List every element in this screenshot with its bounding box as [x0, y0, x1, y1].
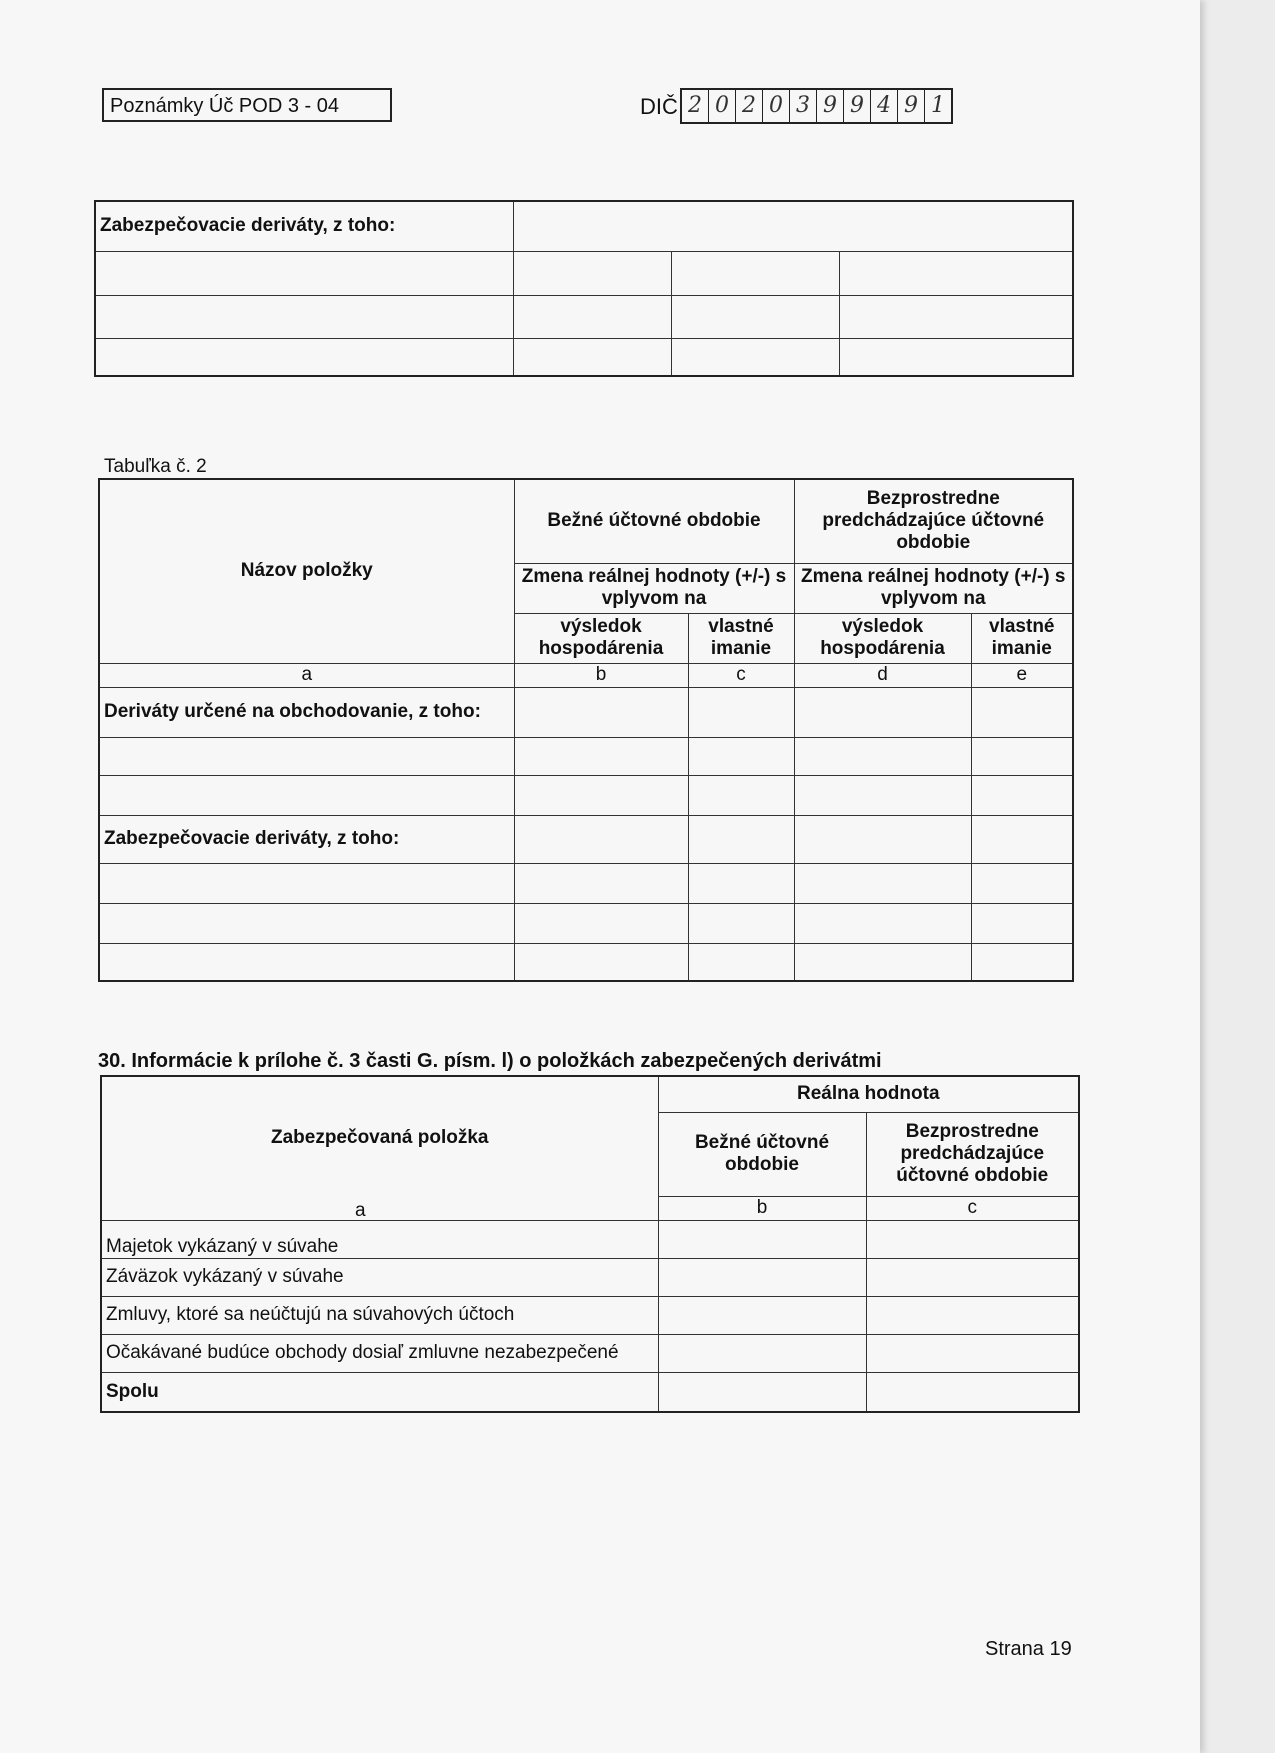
page-number: Strana 19	[985, 1638, 1072, 1660]
col-letter-b: b	[658, 1196, 866, 1220]
table-cell[interactable]	[95, 295, 513, 338]
col-header-previous: Bezprostredne predchádzajúce účtovné obdobie	[794, 479, 1073, 563]
col-letter-c: c	[866, 1196, 1079, 1220]
table-cell[interactable]	[794, 943, 971, 981]
row-trading-label: Deriváty určené na obchodovanie, z toho:	[99, 687, 514, 737]
col-header-result: výsledok hospodárenia	[514, 613, 688, 663]
col-header-equity: vlastné imanie	[971, 613, 1073, 663]
table-cell[interactable]	[688, 815, 794, 863]
table-cell[interactable]	[514, 775, 688, 815]
form-title-box	[102, 88, 392, 122]
col-letter-c: c	[688, 663, 794, 687]
table-cell[interactable]	[971, 815, 1073, 863]
row-label: Zmluvy, ktoré sa neúčtujú na súvahových účtoch	[101, 1296, 658, 1334]
table-cell[interactable]	[513, 201, 1073, 251]
table-cell[interactable]	[688, 943, 794, 981]
dic-digit: 4	[871, 90, 898, 122]
table-cell[interactable]	[688, 863, 794, 903]
table-cell[interactable]	[794, 863, 971, 903]
table-cell[interactable]	[866, 1296, 1079, 1334]
row-hedging-label: Zabezpečovacie deriváty, z toho:	[95, 201, 513, 251]
table-cell[interactable]	[514, 943, 688, 981]
table-cell[interactable]	[971, 903, 1073, 943]
col-header-current: Bežné účtovné obdobie	[514, 479, 794, 563]
col-letter-d: d	[794, 663, 971, 687]
table-cell[interactable]	[688, 737, 794, 775]
row-label: Očakávané budúce obchody dosiaľ zmluvne nezabezpečené	[101, 1334, 658, 1372]
table-cell[interactable]	[514, 863, 688, 903]
table-cell[interactable]	[971, 943, 1073, 981]
table-cell[interactable]	[794, 815, 971, 863]
table2-caption: Tabuľka č. 2	[104, 456, 207, 477]
dic-digit: 0	[709, 90, 736, 122]
table-cell[interactable]	[514, 903, 688, 943]
row-hedging-label: Zabezpečovacie deriváty, z toho:	[99, 815, 514, 863]
table-cell[interactable]	[866, 1220, 1079, 1258]
table-cell[interactable]	[794, 737, 971, 775]
table-cell[interactable]	[99, 903, 514, 943]
dic-label: DIČ	[640, 94, 678, 119]
table-cell[interactable]	[971, 737, 1073, 775]
table-cell[interactable]	[839, 338, 1073, 376]
col-header-change-current: Zmena reálnej hodnoty (+/-) s vplyvom na	[514, 563, 794, 613]
table-cell[interactable]	[99, 943, 514, 981]
table-cell[interactable]	[866, 1372, 1079, 1412]
table-cell[interactable]	[514, 687, 688, 737]
table-cell[interactable]	[688, 687, 794, 737]
col-header-equity: vlastné imanie	[688, 613, 794, 663]
dic-digit: 9	[817, 90, 844, 122]
dic-digit: 3	[790, 90, 817, 122]
col-header-result: výsledok hospodárenia	[794, 613, 971, 663]
table-cell[interactable]	[839, 251, 1073, 295]
table-cell[interactable]	[514, 737, 688, 775]
col-header-current: Bežné účtovné obdobie	[658, 1112, 866, 1196]
table-cell[interactable]	[99, 775, 514, 815]
col-letter-a: a	[355, 1200, 366, 1221]
dic-digit: 2	[682, 90, 709, 122]
table-cell[interactable]	[688, 903, 794, 943]
table-cell[interactable]	[971, 687, 1073, 737]
col-letter-e: e	[971, 663, 1073, 687]
table-section-30	[100, 1075, 1080, 1413]
table-cell[interactable]	[866, 1258, 1079, 1296]
form-title: Poznámky Úč POD 3 - 04	[110, 95, 339, 117]
table-cell[interactable]	[513, 295, 671, 338]
col-header-change-previous: Zmena reálnej hodnoty (+/-) s vplyvom na	[794, 563, 1073, 613]
table-cell[interactable]	[866, 1334, 1079, 1372]
table-cell[interactable]	[95, 338, 513, 376]
table-cell[interactable]	[794, 903, 971, 943]
table-cell[interactable]	[794, 775, 971, 815]
table-cell[interactable]	[99, 863, 514, 903]
table-cell[interactable]	[658, 1258, 866, 1296]
table-cell[interactable]	[671, 251, 839, 295]
table-cell[interactable]	[658, 1220, 866, 1258]
table-cell[interactable]	[688, 775, 794, 815]
dic-digit: 9	[898, 90, 925, 122]
row-label: Záväzok vykázaný v súvahe	[101, 1258, 658, 1296]
col-header-fair-value: Reálna hodnota	[658, 1076, 1079, 1112]
table-continuation	[94, 200, 1074, 377]
table-cell[interactable]	[658, 1296, 866, 1334]
table-cell[interactable]	[99, 737, 514, 775]
section-30-title: 30. Informácie k prílohe č. 3 časti G. písm. l) o položkách zabezpečených derivátmi	[98, 1050, 882, 1072]
table-cell[interactable]	[658, 1334, 866, 1372]
table-cell[interactable]	[513, 251, 671, 295]
table-cell[interactable]	[794, 687, 971, 737]
dic-digit-boxes	[680, 88, 953, 124]
col-header-name: Názov položky	[99, 479, 514, 663]
col-letter-b: b	[514, 663, 688, 687]
dic-digit: 2	[736, 90, 763, 122]
dic-digit: 9	[844, 90, 871, 122]
row-total-label: Spolu	[101, 1372, 658, 1412]
col-header-previous: Bezprostredne predchádzajúce účtovné obdobie	[866, 1112, 1079, 1196]
dic-digit: 1	[931, 93, 945, 118]
table-cell[interactable]	[671, 295, 839, 338]
row-label: Majetok vykázaný v súvahe	[101, 1220, 658, 1258]
table-cell[interactable]	[839, 295, 1073, 338]
table-cell[interactable]	[971, 863, 1073, 903]
table-2	[98, 478, 1074, 982]
table-cell[interactable]	[658, 1372, 866, 1412]
table-cell[interactable]	[514, 815, 688, 863]
dic-digit: 0	[763, 90, 790, 122]
col-header-hedged-item: Zabezpečovaná položka	[101, 1076, 658, 1220]
table-cell[interactable]	[95, 251, 513, 295]
table-cell[interactable]	[971, 775, 1073, 815]
table-cell[interactable]	[671, 338, 839, 376]
col-letter-a: a	[99, 663, 514, 687]
table-cell[interactable]	[513, 338, 671, 376]
